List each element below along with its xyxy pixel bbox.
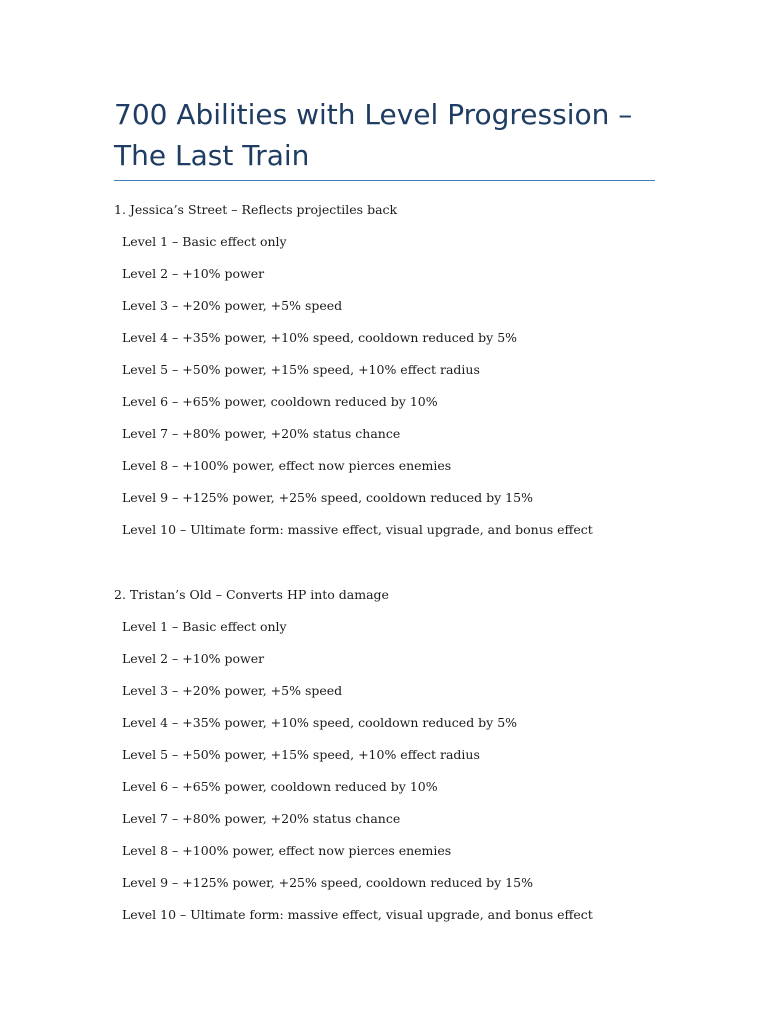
level-line: Level 5 – +50% power, +15% speed, +10% effect radius xyxy=(122,747,480,762)
level-line: Level 8 – +100% power, effect now pierces enemies xyxy=(122,843,452,858)
level-line: Level 1 – Basic effect only xyxy=(122,234,287,249)
ability-section-2 xyxy=(114,586,714,938)
page-title: 700 Abilities with Level Progression – The Last Train xyxy=(114,98,633,172)
level-line: Level 1 – Basic effect only xyxy=(122,619,287,634)
level-line: Level 9 – +125% power, +25% speed, cooldown reduced by 15% xyxy=(122,490,533,505)
level-line: Level 4 – +35% power, +10% speed, cooldown reduced by 5% xyxy=(122,330,518,345)
level-line: Level 9 – +125% power, +25% speed, cooldown reduced by 15% xyxy=(122,875,533,890)
level-line: Level 6 – +65% power, cooldown reduced by 10% xyxy=(122,394,438,409)
level-line: Level 3 – +20% power, +5% speed xyxy=(122,298,343,313)
level-line: Level 8 – +100% power, effect now pierces enemies xyxy=(122,458,452,473)
level-line: Level 10 – Ultimate form: massive effect, visual upgrade, and bonus effect xyxy=(122,907,593,922)
level-line: Level 6 – +65% power, cooldown reduced by 10% xyxy=(122,779,438,794)
ability-section-1 xyxy=(114,201,714,553)
level-line: Level 10 – Ultimate form: massive effect, visual upgrade, and bonus effect xyxy=(122,522,593,537)
level-line: Level 7 – +80% power, +20% status chance xyxy=(122,811,401,826)
level-line: Level 2 – +10% power xyxy=(122,651,265,666)
level-line: Level 3 – +20% power, +5% speed xyxy=(122,683,343,698)
level-line: Level 7 – +80% power, +20% status chance xyxy=(122,426,401,441)
ability-heading: 1. Jessica’s Street – Reflects projectiles back xyxy=(114,202,398,217)
level-line: Level 2 – +10% power xyxy=(122,266,265,281)
level-line: Level 5 – +50% power, +15% speed, +10% effect radius xyxy=(122,362,480,377)
level-line: Level 4 – +35% power, +10% speed, cooldown reduced by 5% xyxy=(122,715,518,730)
title-underline xyxy=(114,180,655,181)
ability-heading: 2. Tristan’s Old – Converts HP into damage xyxy=(114,587,389,602)
